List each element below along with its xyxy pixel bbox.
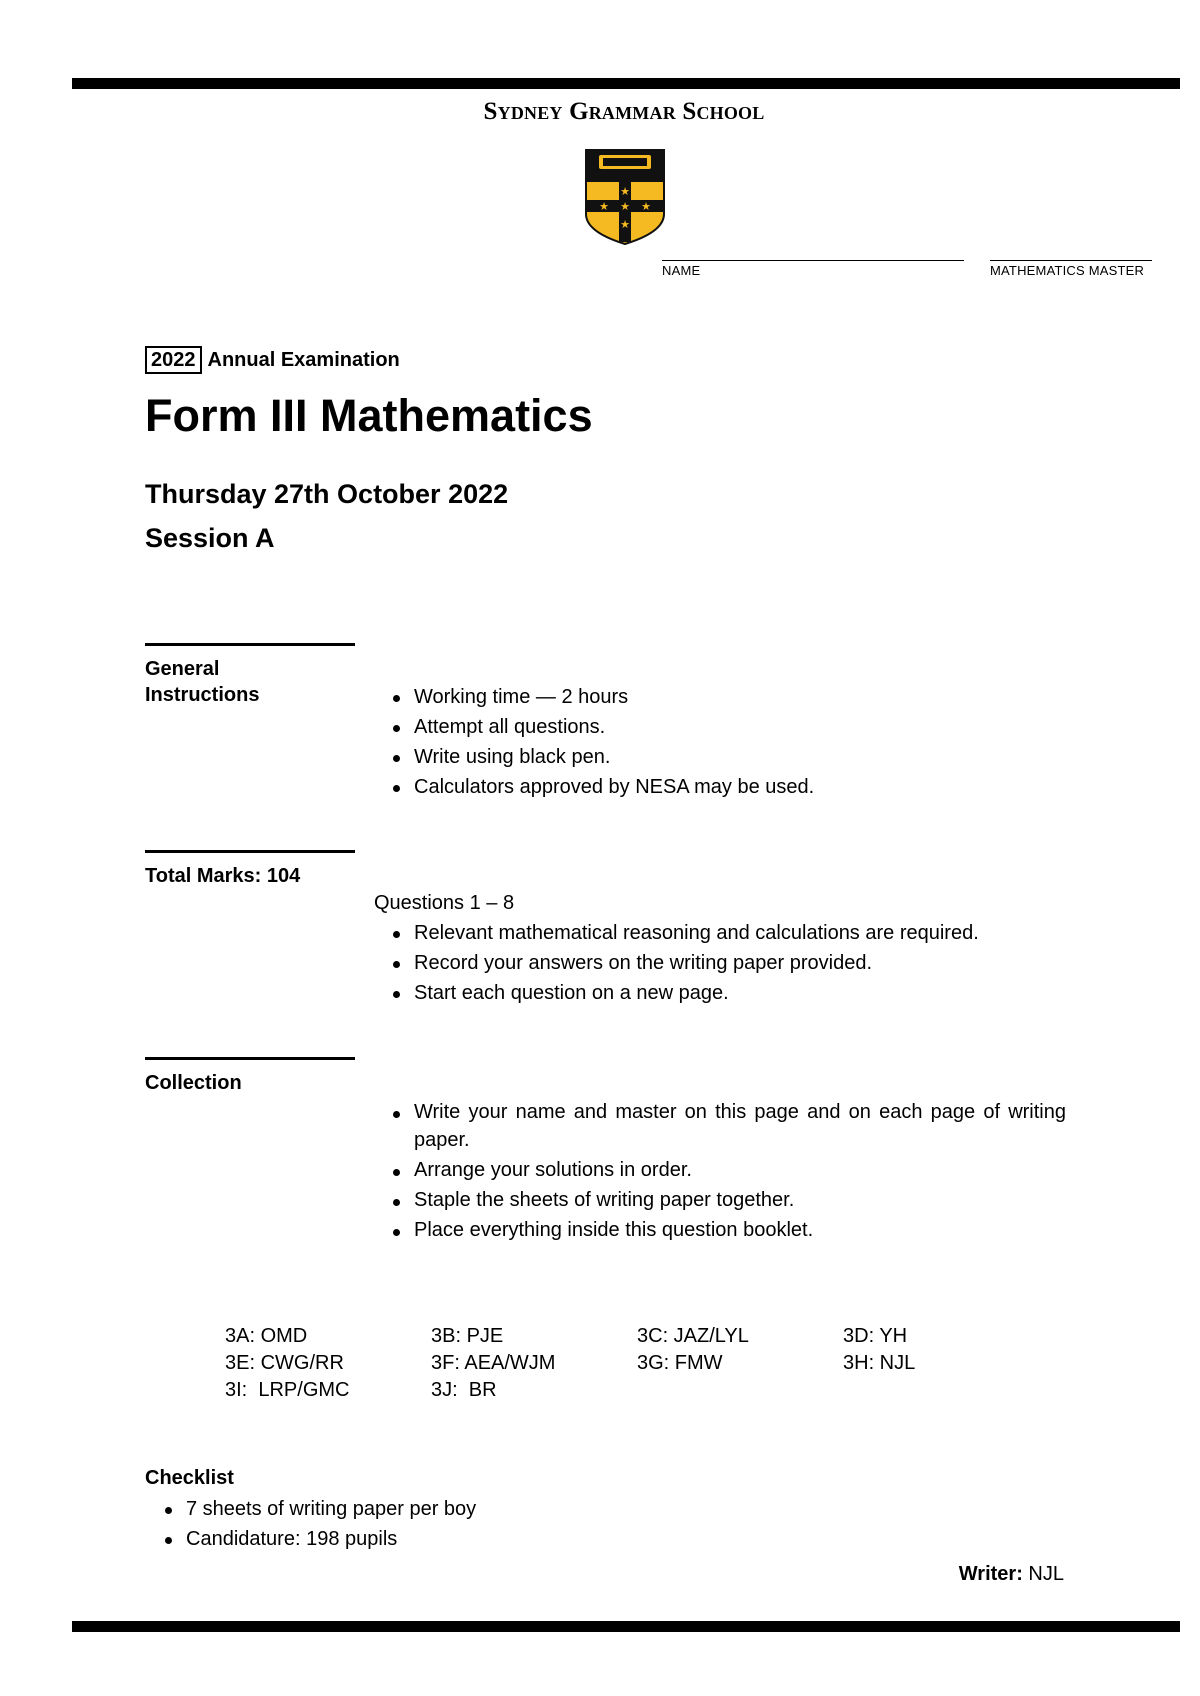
svg-text:★: ★ <box>620 185 630 198</box>
class-cell: 3J: BR <box>431 1379 497 1401</box>
class-cell: 3E: CWG/RR <box>225 1352 344 1374</box>
general-instructions-heading-line2: Instructions <box>145 684 260 706</box>
svg-text:★: ★ <box>620 200 630 213</box>
list-item: Place everything inside this question booklet. <box>390 1216 1066 1244</box>
svg-text:★: ★ <box>641 200 651 213</box>
class-cell: 3B: PJE <box>431 1325 504 1347</box>
class-cell: 3A: OMD <box>225 1325 308 1347</box>
master-label: MATHEMATICS MASTER <box>990 263 1145 278</box>
bottom-rule <box>72 1621 1180 1632</box>
collection-list <box>390 1098 1066 1246</box>
checklist-list <box>162 1494 662 1554</box>
list-item: Relevant mathematical reasoning and calculations are required. <box>390 918 1110 948</box>
name-label: NAME <box>662 263 701 278</box>
total-marks-list <box>390 918 1110 1008</box>
list-item: Arrange your solutions in order. <box>390 1156 1066 1184</box>
writer-credit <box>959 1561 1064 1587</box>
list-item: Write using black pen. <box>390 742 1090 772</box>
exam-date: Thursday 27th October 2022 <box>145 479 509 509</box>
class-cell: 3G: FMW <box>637 1352 723 1374</box>
class-cell <box>637 1377 843 1404</box>
total-marks-rule <box>145 850 355 853</box>
total-marks-heading: Total Marks: 104 <box>145 865 301 887</box>
class-cell: 3C: JAZ/LYL <box>637 1325 749 1347</box>
collection-rule <box>145 1057 355 1060</box>
school-name: Sydney Grammar School <box>483 98 765 125</box>
list-item: Calculators approved by NESA may be used. <box>390 772 1090 802</box>
list-item: Staple the sheets of writing paper together. <box>390 1186 1066 1214</box>
general-instructions-list <box>390 682 1090 802</box>
name-line[interactable] <box>662 260 964 261</box>
list-item: Record your answers on the writing paper provided. <box>390 948 1110 978</box>
list-item: Write your name and master on this page and on each page of writing paper. <box>390 1098 1066 1154</box>
svg-text:★: ★ <box>620 218 630 231</box>
svg-text:★: ★ <box>599 200 609 213</box>
writer-label: Writer: <box>958 1563 1023 1585</box>
page-title: Form III Mathematics <box>145 390 593 441</box>
list-item: Attempt all questions. <box>390 712 1090 742</box>
class-cell: 3F: AEA/WJM <box>431 1352 556 1374</box>
top-rule <box>72 78 1180 89</box>
list-item: Working time — 2 hours <box>390 682 1090 712</box>
general-instructions-heading <box>145 656 259 708</box>
general-instructions-rule <box>145 643 355 646</box>
class-row <box>225 1323 1049 1350</box>
checklist-heading: Checklist <box>145 1467 234 1489</box>
list-item: 7 sheets of writing paper per boy <box>162 1494 662 1524</box>
list-item: Candidature: 198 pupils <box>162 1524 662 1554</box>
class-row <box>225 1350 1049 1377</box>
class-cell: 3I: LRP/GMC <box>225 1379 350 1401</box>
master-line[interactable] <box>990 260 1152 261</box>
class-row <box>225 1377 1049 1404</box>
writer-value: NJL <box>1028 1563 1064 1585</box>
year-box: 2022 <box>145 346 202 374</box>
exam-subtitle <box>145 346 400 374</box>
questions-label: Questions 1 – 8 <box>374 892 515 914</box>
class-cell: 3D: YH <box>843 1325 908 1347</box>
class-cell <box>843 1377 1049 1404</box>
collection-heading: Collection <box>145 1072 242 1094</box>
general-instructions-heading-line1: General <box>145 658 220 680</box>
class-master-grid <box>225 1323 1049 1404</box>
list-item: Start each question on a new page. <box>390 978 1110 1008</box>
exam-type: Annual Examination <box>207 348 400 371</box>
exam-session: Session A <box>145 523 275 553</box>
school-crest-icon <box>584 148 666 246</box>
class-cell: 3H: NJL <box>843 1352 916 1374</box>
